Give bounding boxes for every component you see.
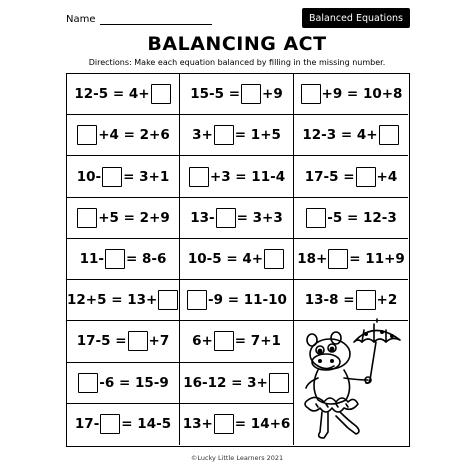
- equation-text: 10-: [76, 168, 102, 185]
- answer-box[interactable]: [100, 414, 120, 434]
- answer-box[interactable]: [128, 331, 148, 351]
- equation-text: = 11+9: [349, 250, 405, 267]
- equation-cell: [67, 156, 180, 197]
- equation-text: -9 = 11-10: [208, 292, 287, 309]
- equation-text: -5 = 12-3: [327, 209, 397, 226]
- worksheet-title: BALANCING ACT: [147, 33, 327, 55]
- equation-cell: [180, 280, 294, 321]
- answer-box[interactable]: [216, 208, 236, 228]
- equation-text: 12-3 = 4+: [302, 127, 378, 144]
- equation-text: +5 = 2+9: [98, 209, 170, 226]
- equation-cell: [294, 198, 408, 239]
- answer-box[interactable]: [269, 373, 289, 393]
- equation-cell: [67, 198, 180, 239]
- equation-text: 17-5 =: [304, 168, 355, 185]
- answer-box[interactable]: [214, 414, 234, 434]
- equation-text: 3+: [192, 127, 213, 144]
- equation-cell: [67, 280, 180, 321]
- equation-text: +4: [376, 168, 398, 185]
- equation-text: 10-5 = 4+: [187, 250, 264, 267]
- equation-text: 13-8 =: [304, 292, 355, 309]
- equation-text: = 7+1: [234, 333, 281, 350]
- equation-cell: [67, 115, 180, 156]
- equation-text: = 14+6: [234, 416, 291, 433]
- answer-box[interactable]: [241, 84, 261, 104]
- copyright-footer: ©Lucky Little Learners 2021: [190, 454, 284, 462]
- equation-text: 17-5 =: [76, 333, 127, 350]
- equation-text: = 3+1: [123, 168, 170, 185]
- directions-text: Directions: Make each equation balanced by filling in the missing number.: [88, 58, 386, 67]
- equation-text: = 3+3: [236, 209, 283, 226]
- equation-cell: [180, 115, 294, 156]
- equation-text: +9: [262, 86, 283, 103]
- equation-text: 12-5 = 4+: [74, 86, 150, 103]
- name-field: [66, 14, 212, 25]
- answer-box[interactable]: [102, 167, 122, 187]
- answer-box[interactable]: [189, 167, 209, 187]
- equation-cell: [67, 404, 180, 445]
- equation-cell: [180, 363, 294, 404]
- answer-box[interactable]: [301, 84, 321, 104]
- equation-cell: [294, 156, 408, 197]
- answer-box[interactable]: [306, 208, 326, 228]
- answer-box[interactable]: [356, 167, 376, 187]
- name-line[interactable]: [100, 14, 212, 25]
- answer-box[interactable]: [151, 84, 171, 104]
- answer-box[interactable]: [78, 373, 98, 393]
- answer-box[interactable]: [187, 290, 207, 310]
- answer-box[interactable]: [379, 125, 399, 145]
- equation-text: +4 = 2+6: [98, 127, 170, 144]
- equation-cell: [67, 74, 180, 115]
- equation-cell: [180, 198, 294, 239]
- equation-text: +2: [376, 292, 398, 309]
- equation-cell: [294, 239, 408, 280]
- equation-text: +7: [148, 333, 170, 350]
- answer-box[interactable]: [77, 208, 97, 228]
- equation-cell: [180, 239, 294, 280]
- topic-tag: Balanced Equations: [302, 8, 410, 28]
- equation-cell: [180, 321, 294, 362]
- equation-cell: [67, 239, 180, 280]
- equation-text: 13+: [182, 416, 213, 433]
- name-label: Name: [66, 14, 96, 25]
- equation-cell: [294, 115, 408, 156]
- equation-text: = 8-6: [125, 250, 167, 267]
- answer-box[interactable]: [105, 249, 125, 269]
- answer-box[interactable]: [214, 125, 234, 145]
- equation-text: 16-12 = 3+: [183, 374, 268, 391]
- answer-box[interactable]: [77, 125, 97, 145]
- hippo-with-umbrella-icon: [296, 316, 410, 446]
- equation-text: = 14-5: [121, 416, 172, 433]
- equation-cell: [67, 321, 180, 362]
- equation-text: 13-: [190, 209, 215, 226]
- answer-box[interactable]: [328, 249, 348, 269]
- answer-box[interactable]: [158, 290, 178, 310]
- equation-text: 17-: [74, 416, 100, 433]
- equation-text: 15-5 =: [190, 86, 241, 103]
- answer-box[interactable]: [214, 331, 234, 351]
- equation-cell: [180, 156, 294, 197]
- equation-text: 18+: [297, 250, 328, 267]
- equation-text: 11-: [79, 250, 104, 267]
- equation-cell: [180, 404, 294, 445]
- equation-text: = 1+5: [234, 127, 281, 144]
- equation-text: -6 = 15-9: [99, 374, 169, 391]
- equation-cell: [180, 74, 294, 115]
- equation-cell: [67, 363, 180, 404]
- equation-cell: [294, 74, 408, 115]
- equation-text: +9 = 10+8: [321, 86, 403, 103]
- equation-text: 6+: [192, 333, 213, 350]
- equation-text: 12+5 = 13+: [67, 292, 158, 309]
- answer-box[interactable]: [264, 249, 284, 269]
- answer-box[interactable]: [356, 290, 376, 310]
- equation-text: +3 = 11-4: [209, 168, 286, 185]
